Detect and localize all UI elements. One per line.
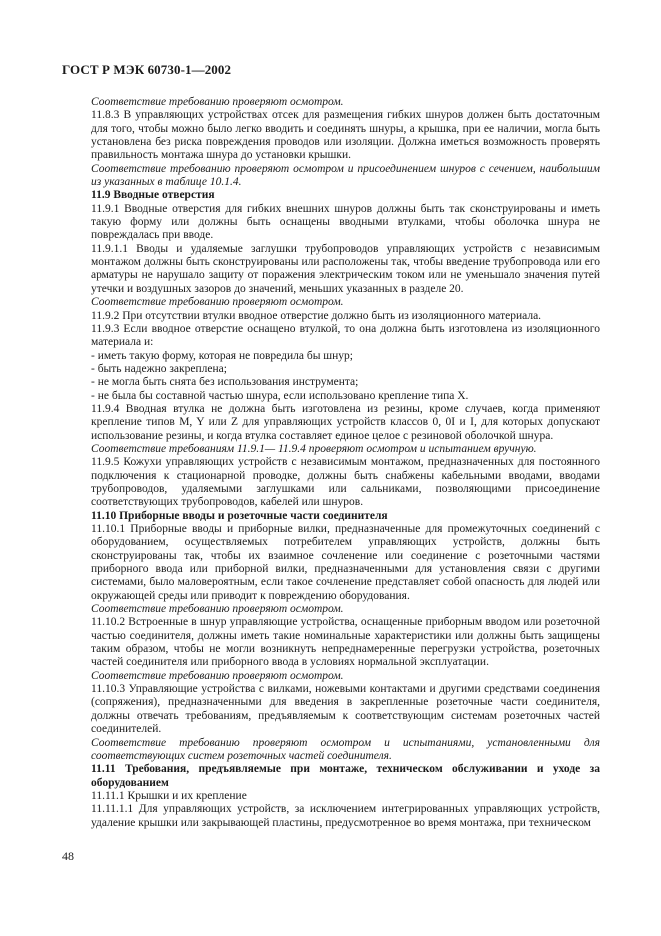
paragraph-11-9-2: 11.9.2 При отсутствии втулки вводное отверстие должно быть из изоляционного материала. bbox=[91, 309, 542, 322]
paragraph-11-9-3: 11.9.3 Если вводное отверстие оснащено втулкой, то она должна быть изготовлена из изоляционного материала и: bbox=[91, 322, 600, 349]
paragraph-11-9-4: 11.9.4 Вводная втулка не должна быть изготовлена из резины, кроме случаев, когда применяют крепление типов M, Y или Z для управляющих устройств классов 0, 0I и I, для которых допускают использование резины, и когда втулка составляет единое целое с резиновой оболочкой шнура. bbox=[91, 402, 600, 442]
page-number: 48 bbox=[62, 849, 74, 863]
page-header: ГОСТ Р МЭК 60730-1—2002 bbox=[62, 62, 232, 77]
paragraph-11-10-1: 11.10.1 Приборные вводы и приборные вилки, предназначенные для промежуточных соединений с оборудованием, осуществляемых потребителем управляющих устройств, должны быть сконструированы так, чтобы их взаимное сочленение или соединение с розеточными частями приборного ввода или приборной вилки, предназначенными для установления связи с другими системами, было маловероятным, если такое сочленение представляет собой опасность для людей или окружающей среды или приводит к повреждению оборудования. bbox=[91, 523, 600, 602]
paragraph-11-9-1-1: 11.9.1.1 Вводы и удаляемые заглушки трубопроводов управляющих устройств с независимым монтажом должны быть сконструированы или расположены так, чтобы введение трубопровода или его арматуры не нарушало защиту от поражения электрическим током или не уменьшало значения путей утечки и воздушных зазоров до значений, меньших указанных в разделе 20. bbox=[91, 242, 600, 295]
paragraph-11-10-2: 11.10.2 Встроенные в шнур управляющие устройства, оснащенные приборным вводом или розеточной частью соединителя, должны иметь такие номинальные характеристики или должны быть защищены таким образом, чтобы не могли возникнуть непреднамеренные перегрузки устройства, розеточных частей соединителя или приборного ввода в условиях нормальной эксплуатации. bbox=[91, 616, 600, 669]
check-note: Соответствие требованию проверяют осмотром. bbox=[91, 96, 344, 108]
list-item: - иметь такую форму, которая не повредила бы шнур; bbox=[91, 349, 353, 362]
page-body bbox=[91, 96, 600, 830]
check-note: Соответствие требованиям 11.9.1— 11.9.4 проверяют осмотром и испытанием вручную. bbox=[91, 442, 537, 455]
paragraph-11-10-3: 11.10.3 Управляющие устройства с вилками, ножевыми контактами и другими средствами соединения (сопряжения), предназначенными для введения в закрепленные розеточные части соединителя, должны отвечать требованиям, предъявляемым к соответствующим системам розеточных частей соединителей. bbox=[91, 683, 600, 736]
paragraph-11-11-1: 11.11.1 Крышки и их крепление bbox=[91, 789, 247, 802]
check-note: Соответствие требованию проверяют осмотром. bbox=[91, 296, 344, 309]
list-item: - не могла быть снята без использования инструмента; bbox=[91, 376, 359, 389]
section-heading-11-11: 11.11 Требования, предъявляемые при монтаже, техническом обслуживании и уходе за оборудованием bbox=[91, 763, 600, 789]
check-note: Соответствие требованию проверяют осмотром и испытаниями, установленными для соответствующих систем розеточных частей соединителя. bbox=[91, 736, 600, 762]
check-note: Соответствие требованию проверяют осмотром и присоединением шнуров с сечением, наибольшим из указанных в таблице 10.1.4. bbox=[91, 162, 600, 189]
paragraph-11-11-1-1: 11.11.1.1 Для управляющих устройств, за исключением интегрированных управляющих устройств, удаление крышки или закрывающей пластины, предусмотренное во время монтажа, при техническом bbox=[91, 803, 600, 829]
paragraph-11-9-5: 11.9.5 Кожухи управляющих устройств с независимым монтажом, предназначенных для постоянного подключения к стационарной проводке, должны быть снабжены кабельными вводами, вводами трубопроводов, удаляемыми заглушками или сальниками, позволяющими присоединение соответствующих трубопроводов, кабелей или шнуров. bbox=[91, 456, 600, 509]
section-heading-11-9: 11.9 Вводные отверстия bbox=[91, 189, 215, 202]
paragraph-11-9-1: 11.9.1 Вводные отверстия для гибких внешних шнуров должны быть так сконструированы и иметь такую форму или должны быть оснащены вводными втулками, чтобы оболочка шнура не повреждалась при вводе. bbox=[91, 202, 600, 242]
list-item: - быть надежно закреплена; bbox=[91, 362, 227, 375]
check-note: Соответствие требованию проверяют осмотром. bbox=[91, 603, 344, 616]
section-heading-11-10: 11.10 Приборные вводы и розеточные части соединителя bbox=[91, 509, 388, 522]
check-note: Соответствие требованию проверяют осмотром. bbox=[91, 669, 344, 682]
paragraph-11-8-3: 11.8.3 В управляющих устройствах отсек для размещения гибких шнуров должен быть достаточным для того, чтобы можно было легко вводить и соединять шнуры, а крышка, при ее наличии, могла быть установлена без риска повреждения проводов или изоляции. Должна иметься возможность проверять правильность монтажа шнура до установки крышки. bbox=[91, 109, 600, 162]
list-item: - не была бы составной частью шнура, если использовано крепление типа X. bbox=[91, 389, 469, 402]
